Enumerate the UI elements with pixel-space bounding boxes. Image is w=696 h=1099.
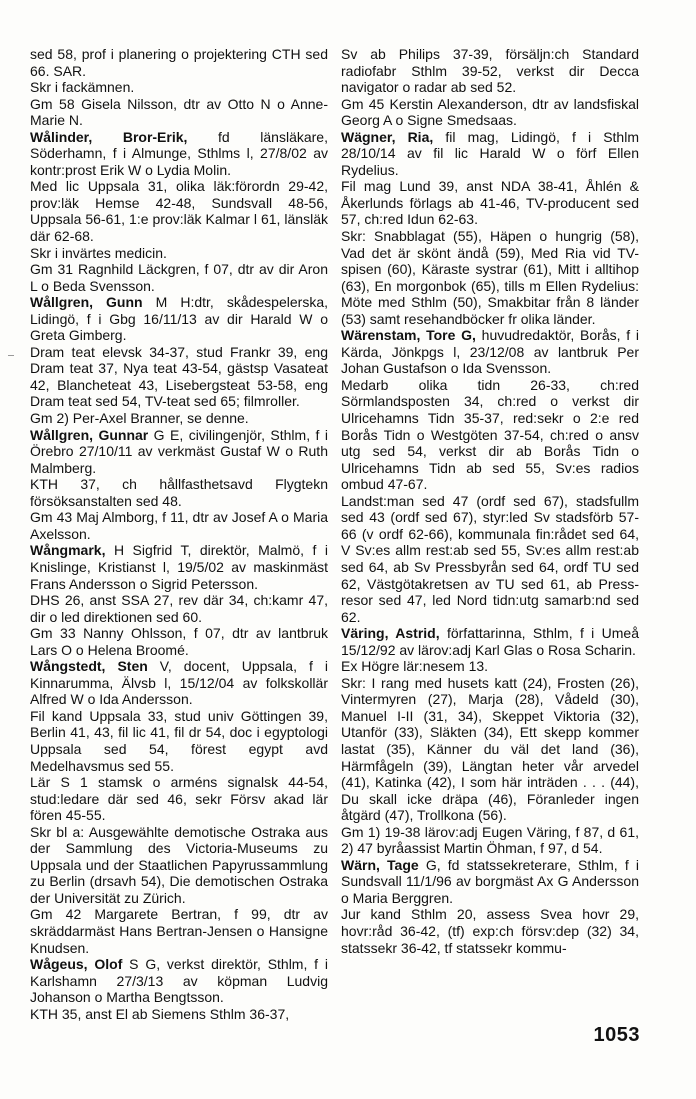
entry-text: DHS 26, anst SSA 27, rev där 34, ch:kamr 47, dir o led direktionen sed 60. xyxy=(30,592,328,625)
entry-text: Sv ab Philips 37-39, försäljn:ch Standard radiofabr Sthlm 39-52, verkst dir Decca navigator o radar ab sed 52. xyxy=(341,46,639,96)
entry-text: Gm 2) Per-Axel Branner, se denne. xyxy=(30,410,249,427)
biography-entry-start xyxy=(30,542,328,592)
entry-text: författarinna, Sthlm, f i Umeå 15/12/92 av lärov:adj Karl Glas o Rosa Scharin. xyxy=(341,625,639,658)
biography-paragraph xyxy=(30,46,328,79)
entry-name: Wångmark, xyxy=(30,542,106,559)
entry-text: Fil kand Uppsala 33, stud univ Göttingen 39, Berlin 41, 43, fil lic 41, fil dr 54, doc i egyptologi Uppsala sed 54, förest egypt avd Medelhavsmus sed 55. xyxy=(30,707,328,774)
biography-paragraph xyxy=(30,824,328,907)
biography-paragraph xyxy=(30,261,328,294)
entry-text: Skr i fackämnen. xyxy=(30,79,135,96)
biography-entry-start xyxy=(341,129,639,179)
biography-paragraph xyxy=(341,658,639,675)
biography-paragraph xyxy=(30,96,328,129)
entry-text: Gm 33 Nanny Ohlsson, f 07, dtr av lantbruk Lars O o Helena Broomé. xyxy=(30,625,328,658)
entry-text: Skr: I rang med husets katt (24), Frosten (26), Vintermyren (27), Marja (28), Vådeld (30), Manuel I-II (31, 34), Skeppet Viktoria (32), Utanför (33), Släkten (34), Ett skepp kommer lastat (35), Känner du väl det land (36), Härmfågeln (39), Längtan heter vår arvedel (41), Katinka (42), I som här inträden . . . (44), Du skall icke dräpa (46), Föranleder ingen åtgärd (47), Trollkona (56). xyxy=(341,674,639,824)
biography-paragraph xyxy=(30,178,328,244)
entry-text: S G, verkst direktör, Sthlm, f i Karlshamn 27/3/13 av köpman Ludvig Johanson o Martha Bengtsson. xyxy=(30,956,328,1006)
entry-name: Wållgren, Gunnar xyxy=(30,426,149,443)
entry-name: Wärn, Tage xyxy=(341,856,419,873)
entry-text: H Sigfrid T, direktör, Malmö, f i Knislinge, Kristianst l, 19/5/02 av maskinmäst Frans Andersson o Sigrid Petersson. xyxy=(30,542,328,592)
biography-paragraph xyxy=(341,377,639,493)
entry-text: Skr i invärtes medicin. xyxy=(30,244,167,261)
entry-text: Medarb olika tidn 26-33, ch:red Sörmlandsposten 34, ch:red o verkst dir Ulricehamns Tidn 35-37, red:sekr o 2:e red Borås Tidn o Westgöten 37-54, ch:red o ansv utg sed 54, verkst dir ab Borås Tidn o Ulricehamns Tidn ab sed 55, Sv:es radios ombud 47-67. xyxy=(341,376,639,493)
entry-name: Wärenstam, Tore G, xyxy=(341,327,476,344)
margin-mark xyxy=(8,355,14,356)
biography-entry-start xyxy=(30,658,328,708)
biography-paragraph xyxy=(30,344,328,410)
entry-text: Lär S 1 stamsk o arméns signalsk 44-54, stud:ledare där sed 46, sekr Försv akad lär fören 45-55. xyxy=(30,774,328,824)
entry-text: Gm 42 Margarete Bertran, f 99, dtr av skräddarmäst Hans Bertran-Jensen o Hansigne Knudsen. xyxy=(30,906,328,956)
biography-paragraph xyxy=(341,96,639,129)
biography-paragraph xyxy=(30,509,328,542)
biography-paragraph xyxy=(30,625,328,658)
biography-paragraph xyxy=(30,708,328,774)
biography-entry-start xyxy=(30,129,328,179)
biography-paragraph xyxy=(341,906,639,956)
entry-text: Med lic Uppsala 31, olika läk:förordn 29-42, prov:läk Hemse 42-48, Sundsvall 48-56, Uppsala 56-61, 1:e prov:läk Kalmar l 61, länsläk där 62-68. xyxy=(30,178,328,245)
entry-name: Wågeus, Olof xyxy=(30,956,123,973)
entry-text: fd länsläkare, Söderhamn, f i Almunge, Sthlms l, 27/8/02 av kontr:prost Erik W o Lydia Molin. xyxy=(30,128,328,178)
biography-entry-start xyxy=(341,857,639,907)
entry-name: Wålinder, Bror-Erik, xyxy=(30,128,188,145)
entry-text: Gm 45 Kerstin Alexanderson, dtr av landsfiskal Georg A o Signe Smedsaas. xyxy=(341,95,639,129)
entry-text: KTH 37, ch hållfasthetsavd Flygtekn försöksanstalten sed 48. xyxy=(30,476,328,509)
biography-entry-start xyxy=(341,327,639,377)
biography-paragraph xyxy=(341,675,639,824)
biography-paragraph xyxy=(341,46,639,96)
entry-text: G, fd statssekreterare, Sthlm, f i Sundsvall 11/1/96 av borgmäst Ax G Andersson o Maria Berggren. xyxy=(341,856,639,906)
biography-paragraph xyxy=(30,592,328,625)
biography-paragraph xyxy=(30,906,328,956)
entry-name: Wångstedt, Sten xyxy=(30,658,148,675)
entry-text: Gm 31 Ragnhild Läckgren, f 07, dtr av dir Aron L o Beda Svensson. xyxy=(30,261,328,294)
biography-paragraph xyxy=(30,476,328,509)
biography-paragraph xyxy=(30,79,328,96)
biography-paragraph xyxy=(30,1006,328,1023)
biography-paragraph xyxy=(341,178,639,228)
entry-text: sed 58, prof i planering o projektering CTH sed 66. SAR. xyxy=(30,46,328,79)
entry-text: Gm 1) 19-38 lärov:adj Eugen Väring, f 87, d 61, 2) 47 byråassist Martin Öhman, f 97, d 54. xyxy=(341,823,639,857)
page-number: 1053 xyxy=(593,1024,640,1046)
entry-text: Gm 43 Maj Almborg, f 11, dtr av Josef A o Maria Axelsson. xyxy=(30,509,328,542)
biography-paragraph xyxy=(341,493,639,625)
biography-entry-start xyxy=(341,625,639,658)
biography-entry-start xyxy=(30,294,328,344)
entry-text: V, docent, Uppsala, f i Kinnarumma, Älvsb l, 15/12/04 av folkskollär Alfred W o Ida Andersson. xyxy=(30,658,328,708)
entry-text: Landst:man sed 47 (ordf sed 67), stadsfullm sed 43 (ordf sed 67), styr:led Sv stadsförb 57-66 (v ordf 62-66), kommunala fin:rådet sed 64, V Sv:es allm rest:ab sed 55, Sv:es allm rest:ab sed 64, ab Sv Pressbyrån sed 64, ordf TU sed 62, Västgötakretsen av TU sed 61, ab Press-resor sed 47, led Nord tidn:utg samarb:nd sed 62. xyxy=(341,492,639,625)
entry-name: Wållgren, Gunn xyxy=(30,294,143,311)
right-column xyxy=(341,46,639,956)
entry-text: KTH 35, anst El ab Siemens Sthlm 36-37, xyxy=(30,1005,290,1022)
entry-text: M H:dtr, skådespelerska, Lidingö, f i Gbg 16/11/13 av dir Harald W o Greta Gimberg. xyxy=(30,294,328,344)
entry-text: Jur kand Sthlm 20, assess Svea hovr 29, hovr:råd 36-42, (tf) exp:ch försv:dep (32) 34, statssekr 36-42, tf statssekr kommu- xyxy=(341,906,639,956)
entry-text: Fil mag Lund 39, anst NDA 38-41, Åhlén & Åkerlunds förlags ab 41-46, TV-producent sed 57, ch:red Idun 62-63. xyxy=(341,178,639,228)
entry-text: fil mag, Lidingö, f i Sthlm 28/10/14 av fil lic Harald W o förf Ellen Rydelius. xyxy=(341,128,639,178)
entry-text: huvudredaktör, Borås, f i Kärda, Jönkpgs l, 23/12/08 av lantbruk Per Johan Gustafson o Ida Svensson. xyxy=(341,327,640,377)
biography-entry-start xyxy=(30,427,328,477)
entry-text: Skr bl a: Ausgewählte demotische Ostraka aus der Sammlung des Victoria-Museums zu Uppsala und der Staatlichen Papyrussammlung zu Berlin (drsavh 54), Die demotischen Ostraka der Universität zu Zürich. xyxy=(30,823,328,906)
biography-paragraph xyxy=(30,245,328,262)
biography-paragraph xyxy=(30,410,328,427)
biography-paragraph xyxy=(341,824,639,857)
left-column xyxy=(30,46,328,1022)
entry-text: Skr: Snabblagat (55), Häpen o hungrig (58), Vad det är skönt ändå (59), Med Ria vid TV-spisen (60), Käraste systrar (61), Mitt i alltihop (63), En morgonbok (65), tills m Ellen Rydelius: Möte med Sthlm (50), Smakbitar från 8 länder (53) samt resehandböcker fr olika länder. xyxy=(341,228,639,327)
entry-name: Wägner, Ria, xyxy=(341,128,434,145)
biography-paragraph xyxy=(30,774,328,824)
entry-text: Ex Högre lär:nesem 13. xyxy=(341,658,489,675)
biography-paragraph xyxy=(341,228,639,327)
entry-text: G E, civilingenjör, Sthlm, f i Örebro 27/10/11 av verkmäst Gustaf W o Ruth Malmberg. xyxy=(30,426,328,476)
entry-text: Dram teat elevsk 34-37, stud Frankr 39, eng Dram teat 37, Nya teat 43-54, gästsp Vasateat 42, Blancheteat 43, Lisebergsteat 53-58, eng Dram teat sed 54, TV-teat sed 65; filmroller. xyxy=(30,343,328,410)
entry-name: Väring, Astrid, xyxy=(341,625,440,642)
biography-entry-start xyxy=(30,956,328,1006)
entry-text: Gm 58 Gisela Nilsson, dtr av Otto N o Anne-Marie N. xyxy=(30,95,328,129)
